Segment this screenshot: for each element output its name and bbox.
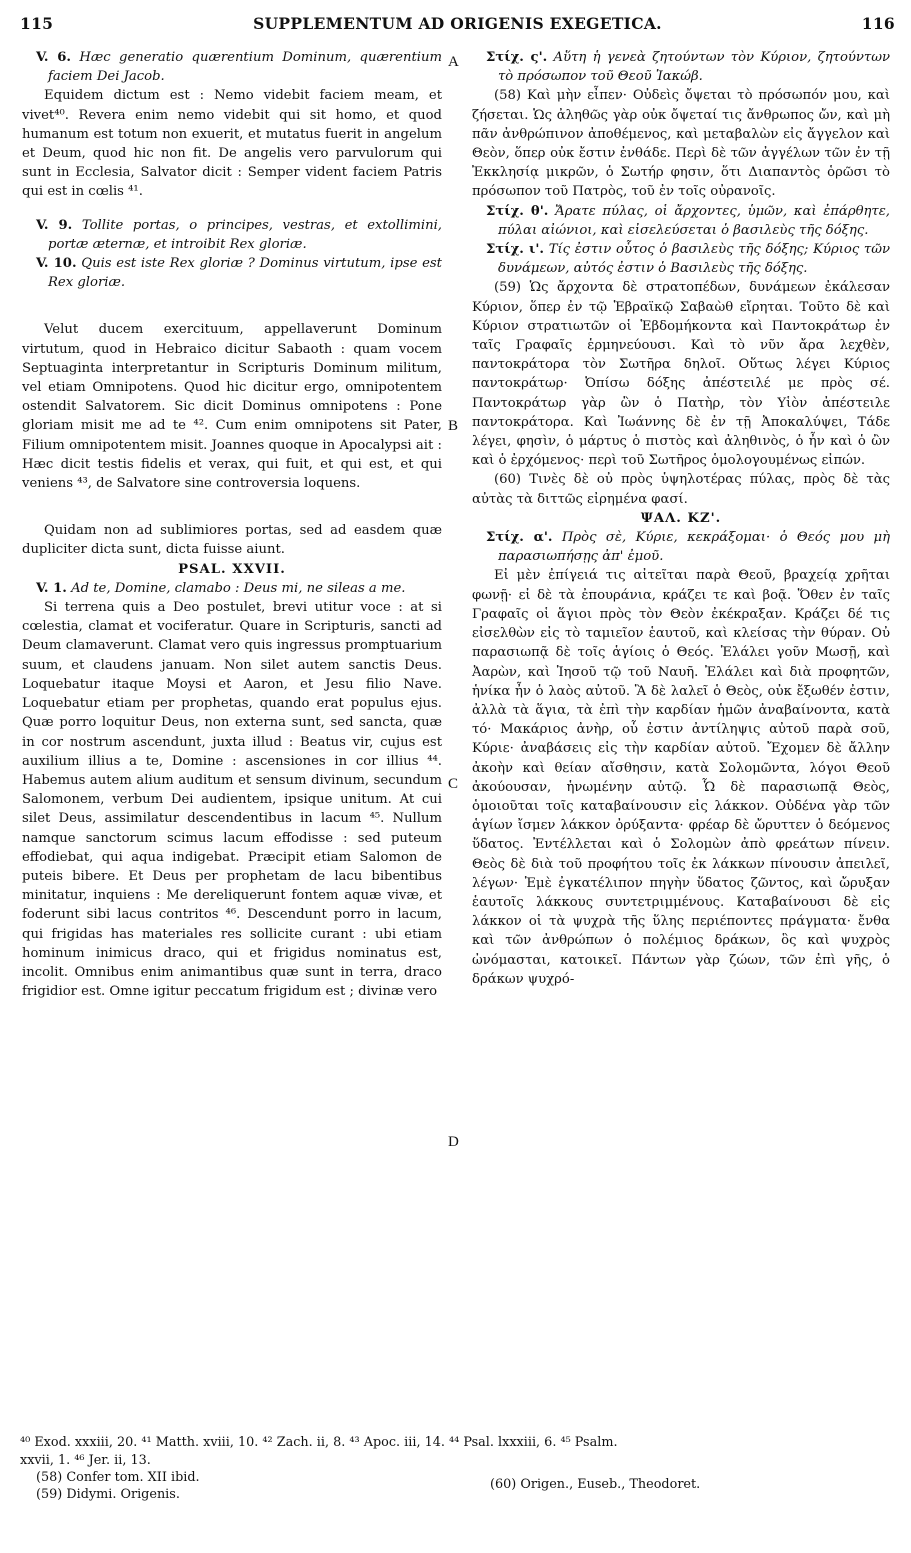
verse-text: Αὕτη ἡ γενεὰ ζητούντων τὸν Κύριον, ζητούντων τὸ πρόσωπον τοῦ Θεοῦ Ἰακώβ.	[498, 50, 890, 85]
left-paragraph: Quidam non ad sublimiores portas, sed ad easdem quæ dupliciter dicta sunt, dicta fuisse aiunt.	[22, 523, 442, 558]
right-psalm-heading: ΨΑΛ. ΚΖ'.	[640, 510, 722, 526]
verse-text: Quis est iste Rex gloriæ ? Dominus virtutum, ipse est Rex gloriæ.	[48, 256, 442, 291]
left-verse	[22, 216, 442, 254]
margin-letter-b: B	[448, 418, 459, 434]
page-header	[20, 14, 895, 40]
verse-text: Hæc generatio quærentium Dominum, quærentium faciem Dei Jacob.	[48, 50, 442, 85]
right-verse	[472, 202, 890, 240]
verse-text: Ἄρατε πύλας, οἱ ἄρχοντες, ὑμῶν, καὶ ἐπάρθητε, πύλαι αἰώνιοι, καὶ εἰσελεύσεται ὁ βασιλεὺς τῆς δόξης.	[498, 203, 890, 238]
left-paragraph: Velut ducem exercituum, appellaverunt Dominum virtutum, quod in Hebraico dicitur Sabaoth : quam vocem Septuaginta interpretantur in Scripturis Dominum militum, vel etiam Omnipotens. Quod hic dicitur ergo, omnipotentem ostendit Salvatorem. Sic dicit Dominus omnipotens : Pone gloriam misit me ad te ⁴². Cum enim omnipotens sit Pater, Filium omnipotentem misit. Joannes quoque in Apocalypsi ait : Hæc dicit testis fidelis et verax, qui fuit, et qui est, et qui veniens ⁴³, de Salvatore sine controversia loquens.	[22, 322, 442, 492]
right-paragraph: Εἰ μὲν ἐπίγειά τις αἰτεῖται παρὰ Θεοῦ, βραχείᾳ χρῆται φωνῇ· εἰ δὲ τὰ ἐπουράνια, κράζει τε καὶ βοᾷ. Ὅθεν ἐν ταῖς Γραφαῖς οἱ ἅγιοι πρὸς τὸν Θεὸν ἐκέκραξαν. Κράζει δέ τις εἰσελθὼν εἰς τὸ ταμιεῖον ἑαυτοῦ, καὶ κλείσας τὴν θύραν. Οὐ παρασιωπᾷ δὲ τοῖς ἁγίοις ὁ Θεός. Ἐλάλει γοῦν Μωσῇ, καὶ Ἀαρὼν, καὶ Ἰησοῦ τῷ τοῦ Ναυῆ. Ἐλάλει καὶ διὰ προφητῶν, ἡνίκα ἦν ὁ λαὸς αὐτοῦ. Ἃ δὲ λαλεῖ ὁ Θεὸς, οὐκ ἔξωθέν ἐστιν, ἀλλὰ τὰ ἅγια, τὰ ἐπὶ τὴν καρδίαν ἡμῶν ἀναβαίνοντα, κατὰ τό· Μακάριος ἀνὴρ, οὗ ἐστιν ἀντίληψις αὐτοῦ παρὰ σοῦ, Κύριε· ἀναβάσεις εἰς τὴν καρδίαν αὐτοῦ. Ἔχομεν δὲ ἄλλην ἀκοὴν καὶ θείαν αἴσθησιν, κατὰ Σολομῶντα, λόγοι Θεοῦ ἀκούουσαν, ἡνωμένην αὐτῷ. Ὧ δὲ παρασιωπᾷ Θεὸς, ὁμοιοῦται τοῖς καταβαίνουσιν εἰς λάκκον. Οὐδένα γὰρ τῶν ἁγίων ἴσμεν λάκκον ὀρύξαντα· φρέαρ δὲ ὤρυττεν ὁ δεόμενος ὕδατος. Ἐντέλλεται καὶ ὁ Σολομὼν ἀπὸ φρεάτων πίνειν. Θεὸς δὲ διὰ τοῦ προφήτου τοῖς ἐκ λάκκων πίνουσιν ἀπειλεῖ, λέγων· Ἐμὲ ἐγκατέλιπον πηγὴν ὕδατος ζῶντος, καὶ ὤρυξαν ἑαυτοῖς λάκκους συντετριμμένους. Καταβαίνουσι δὲ εἰς λάκκον οἱ τὰ ψυχρὰ τῆς ὕλης περιέποντες πράγματα· ἔνθα καὶ τῶν ἀνθρώπων ὁ πολέμιος δράκων, ὃς καὶ ψυχρὸς ὠνόμασται, κατοικεῖ. Πάντων γὰρ ζώων, τῶν ἐπὶ γῆς, ὁ δράκων ψυχρό-	[472, 568, 890, 987]
verse-number: Στίχ. α'.	[486, 530, 553, 546]
verse-number: V. 9.	[36, 217, 73, 233]
right-paragraph: (60) Τινὲς δὲ οὐ πρὸς ὑψηλοτέρας πύλας, πρὸς δὲ τὰς αὐτὰς τὰ διττῶς εἰρημένα φασί.	[472, 472, 890, 507]
right-paragraph: (58) Καὶ μὴν εἶπεν· Οὐδεὶς ὄψεται τὸ πρόσωπόν μου, καὶ ζήσεται. Ὡς ἀληθῶς γὰρ οὐκ ὄψεταί τις ἄνθρωπος ὤν, καὶ μὴ πᾶν ἀνθρώπινον ἀποθέμενος, καὶ μεταβαλὼν εἰς ἄγγελον καὶ Θεὸν, ὅπερ οὐκ ἔστιν ἐνθάδε. Περὶ δὲ τῶν ἀγγέλων τῶν ἐν τῇ Ἐκκλησίᾳ μικρῶν, ὁ Σωτήρ φησιν, ὅτι Διαπαντὸς ὁρῶσι τὸ πρόσωπον τοῦ Πατρὸς, τοῦ ἐν τοῖς οὐρανοῖς.	[472, 88, 890, 200]
verse-text: Tollite portas, o principes, vestras, et extollimini, portæ æternæ, et introibit Rex gloriæ.	[48, 217, 442, 252]
verse-text: Πρὸς σὲ, Κύριε, κεκράξομαι· ὁ Θεός μου μὴ παρασιωπήσῃς ἀπ' ἐμοῦ.	[498, 530, 890, 565]
left-verse	[22, 48, 442, 86]
right-verse	[472, 240, 890, 278]
verse-number: Στίχ. ι'.	[486, 242, 544, 258]
verse-number: V. 6.	[36, 50, 72, 65]
editorial-note-58: (58) Confer tom. XII ibid.	[36, 1470, 200, 1485]
running-title: SUPPLEMENTUM AD ORIGENIS EXEGETICA.	[253, 14, 662, 33]
right-paragraph: (59) Ὡς ἄρχοντα δὲ στρατοπέδων, δυνάμεων ἐκάλεσαν Κύριον, ὅπερ ἐν τῷ Ἑβραϊκῷ Σαβαὼθ εἴρηται. Τοῦτο δὲ καὶ Κύριον στρατιωτῶν οἱ Ἑβδομήκοντα καὶ Παντοκράτωρ ἐν ταῖς Γραφαῖς ἑρμηνεύουσι. Καὶ τὸ νῦν ἄρα λεχθὲν, παντοκράτορα τὸν Σωτῆρα δηλοῖ. Οὕτως λέγει Κύριος παντοκράτωρ· Ὀπίσω δόξης ἀπέστειλέ με πρὸς σέ. Παντοκράτωρ γὰρ ὢν ὁ Πατὴρ, τὸν Υἱὸν ἀπέστειλε παντοκράτορα. Καὶ Ἰωάννης δὲ ἐν τῇ Ἀποκαλύψει, Τάδε λέγει, φησὶν, ὁ μάρτυς ὁ πιστὸς καὶ ἀληθινὸς, ὁ ἦν καὶ ὁ ὢν καὶ ὁ ἐρχόμενος· περὶ τοῦ Σωτῆρος ὁμολογουμένως εἰπών.	[472, 280, 890, 469]
verse-text: Τίς ἐστιν οὗτος ὁ βασιλεὺς τῆς δόξης; Κύριος τῶν δυνάμεων, αὐτός ἐστιν ὁ Βασιλεὺς τῆς δόξης.	[498, 242, 890, 277]
left-paragraph: Si terrena quis a Deo postulet, brevi utitur voce : at si cœlestia, clamat et vociferatur. Quare in Scripturis, sancti ad Deum clamaverunt. Clamat vero quis ingressus promptuarium suum, et claudens januam. Non silet autem sanctis Deus. Loquebatur itaque Moysi et Aaron, et Jesu filio Nave. Loquebatur etiam per prophetas, quando erat populus ejus. Quæ porro loquitur Deus, non externa sunt, sed sancta, quæ in cor nostrum ascendunt, juxta illud : Beatus vir, cujus est auxilium illius a te, Domine : ascensiones in cor illius ⁴⁴. Habemus autem alium auditum et sensum divinum, secundum Salomonem, verbum Dei audientem, ipsique unitum. At cui silet Deus, assimilatur descendentibus in lacum ⁴⁵. Nullum namque sanctorum scimus lacum effodisse : sed puteum effodiebat, qui aqua indigebat. Præcipit etiam Salomon de puteis bibere. Et Deus per prophetam de lacu bibentibus minitatur, inquiens : Me dereliquerunt fontem aquæ vivæ, et foderunt sibi lacus contritos ⁴⁶. Descendunt porro in lacum, qui frigidas has materiales res sollicite curant : ubi etiam hominum inimicus draco, qui et frigidus nominatus est, incolit. Omnibus enim animantibus quæ sunt in terra, draco frigidior est. Omne igitur peccatum frigidum est ; divinæ vero	[22, 600, 442, 1000]
verse-number: V. 10.	[36, 256, 77, 272]
greek-column	[472, 48, 890, 989]
margin-letter-c: C	[448, 776, 459, 792]
editorial-note-59: (59) Didymi. Origenis.	[36, 1487, 180, 1502]
editorial-note-60: (60) Origen., Euseb., Theodoret.	[490, 1477, 701, 1492]
margin-letter-a: A	[448, 54, 459, 70]
left-verse	[22, 254, 442, 292]
scripture-footnotes-line-1: ⁴⁰ Exod. xxxiii, 20. ⁴¹ Matth. xviii, 10. ⁴² Zach. ii, 8. ⁴³ Apoc. iii, 14. ⁴⁴ Psal. lxxxiii, 6. ⁴⁵ Psalm.	[20, 1435, 618, 1450]
right-verse	[472, 528, 890, 566]
left-paragraph: Equidem dictum est : Nemo videbit faciem meam, et vivet⁴⁰. Revera enim nemo videbit qui sit homo, et quod humanum est totum non exuerit, et mutatus fuerit in angelum et Deum, quod hic non fit. De angelis vero parvulorum qui sunt in Ecclesia, Salvator dicit : Semper vident faciem Patris qui est in cœlis ⁴¹.	[22, 88, 442, 200]
page-number-left: 115	[20, 14, 54, 33]
page-number-right: 116	[861, 14, 895, 33]
left-psalm-heading: PSAL. XXVII.	[178, 561, 286, 577]
scripture-footnotes-line-2: xxvii, 1. ⁴⁶ Jer. ii, 13.	[20, 1453, 151, 1468]
verse-number: V. 1.	[36, 580, 67, 596]
verse-number: Στίχ. θ'.	[486, 203, 549, 219]
verse-number: Στίχ. ς'.	[486, 50, 548, 65]
verse-text: Ad te, Domine, clamabo : Deus mi, ne sileas a me.	[71, 580, 406, 596]
latin-column	[22, 48, 442, 1001]
right-verse	[472, 48, 890, 86]
left-verse	[22, 579, 442, 598]
margin-letter-d: D	[448, 1134, 459, 1150]
